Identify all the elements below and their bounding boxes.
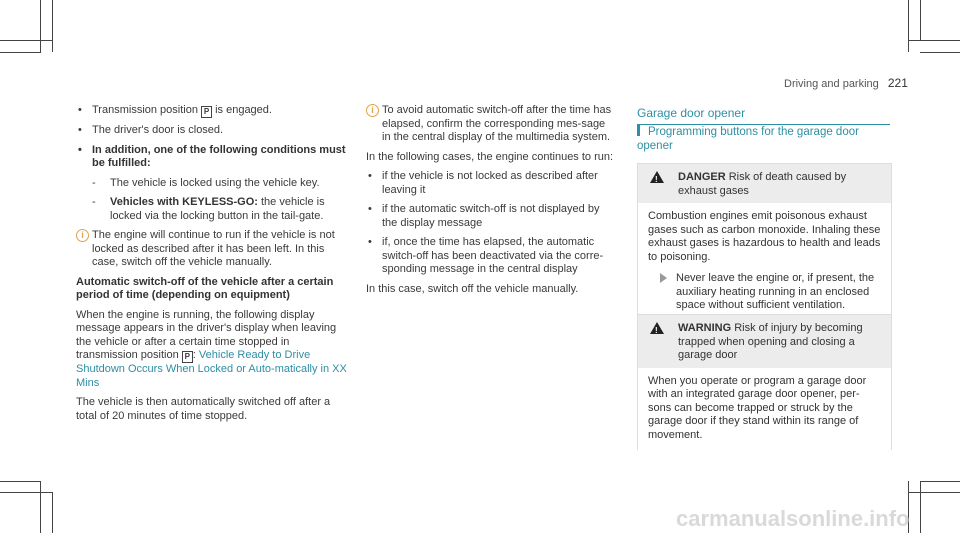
crop-mark [920,0,921,41]
action-item: Never leave the engine or, if present, the auxiliary heating running in an enclosed space without sufficient ventilation. [648,272,881,313]
warning-icon: ! [650,171,664,183]
section-heading: Automatic switch-off of the vehicle after a certain period of time (depending on equipment) [76,275,334,301]
crop-mark [908,40,960,41]
paragraph: Combustion engines emit poisonous exhaust gases such as carbon monoxide. Inhaling these exhaust gases is hazardous to health and leads to poisoning. [648,210,881,263]
list-item: • if the vehicle is not locked as described after leaving it [368,170,598,196]
crop-mark [52,492,53,533]
paragraph: When the engine is running, the following display message appears in the driver's display when leaving the vehicle or after a certain time stopped in transmission position P : Vehicle Ready to Drive Shutdown Occurs When Locked or Auto-matically in XX Mins [76,308,347,389]
crop-mark [920,481,960,482]
sub-item: - The vehicle is locked using the vehicle key. [92,176,320,189]
danger-label: DANGER [678,171,726,183]
crop-mark [908,492,960,493]
page-number: 221 [887,76,908,90]
park-position-icon: P [201,106,212,118]
crop-mark [920,52,960,53]
list-item: • Transmission position P is engaged. [78,104,272,116]
crop-mark [920,481,921,533]
watermark: carmanualsonline.info [676,506,910,531]
crop-mark [40,481,41,533]
list-item: • In addition, one of the following conditions must be fulfilled: [78,143,346,169]
paragraph: When you operate or program a garage door with an integrated garage door opener, per-sons can become trapped or struck by the garage door if they stand within its range of movement. [648,374,867,441]
paragraph: The vehicle is then automatically switched off after a total of 20 minutes of time stopped. [76,396,331,422]
park-position-icon: P [182,351,193,363]
section-title: Driving and parking [784,78,879,90]
arrow-icon [660,273,667,283]
note: i To avoid automatic switch-off after the time has elapsed, confirm the corresponding mes-sage in the central display of the multimedia system. [366,104,616,145]
note: i The engine will continue to run if the vehicle is not locked as described after it has been left. In this case, switch off the vehicle manually. [76,229,351,270]
info-icon: i [366,104,379,117]
warning-icon: ! [650,322,664,334]
crop-mark [0,40,52,41]
crop-mark [40,0,41,52]
warning-label: WARNING [678,322,732,334]
paragraph: In the following cases, the engine continues to run: [366,150,614,163]
crop-mark [0,52,41,53]
subsection-title: Programming buttons for the garage door opener [637,126,859,152]
list-item: • The driver's door is closed. [78,124,224,136]
accent-bar [637,124,640,136]
list-item: • if the automatic switch-off is not displayed by the display message [368,203,600,229]
section-title-garage: Garage door opener [637,104,890,125]
paragraph: In this case, switch off the vehicle manually. [366,282,579,295]
info-icon: i [76,229,89,242]
warning-box: ! WARNING Risk of injury by becoming trapped when opening and closing a garage door When you operate or program a garage door with an integrated garage door opener, per-sons can become trapped or struck by the garage door if they stand within its range of movement. [637,314,892,450]
display-message: Vehicle Ready to Drive Shutdown Occurs When Locked or Auto-matically in XX Mins [76,349,347,389]
crop-mark [908,0,909,52]
crop-mark [52,0,53,52]
danger-box: ! DANGER Risk of death caused by exhaust gases Combustion engines emit poisonous exhaust gases such as carbon monoxide. Inhaling these exhaust gases is hazardous to health and leads to poisoning. Never leave the engine or, if present, the auxiliary heating running in an enclosed space without sufficient ventilation. [637,163,892,322]
list-item: • if, once the time has elapsed, the automatic switch-off has been deactivated via the corre-sponding message in the central display [368,236,604,275]
crop-mark [0,492,52,493]
middle-column [366,104,616,302]
crop-mark [0,481,41,482]
left-column [76,104,351,429]
sub-item: - Vehicles with KEYLESS-GO: the vehicle is locked via the locking button in the tail-gate. [92,196,325,222]
page-header [784,76,908,90]
